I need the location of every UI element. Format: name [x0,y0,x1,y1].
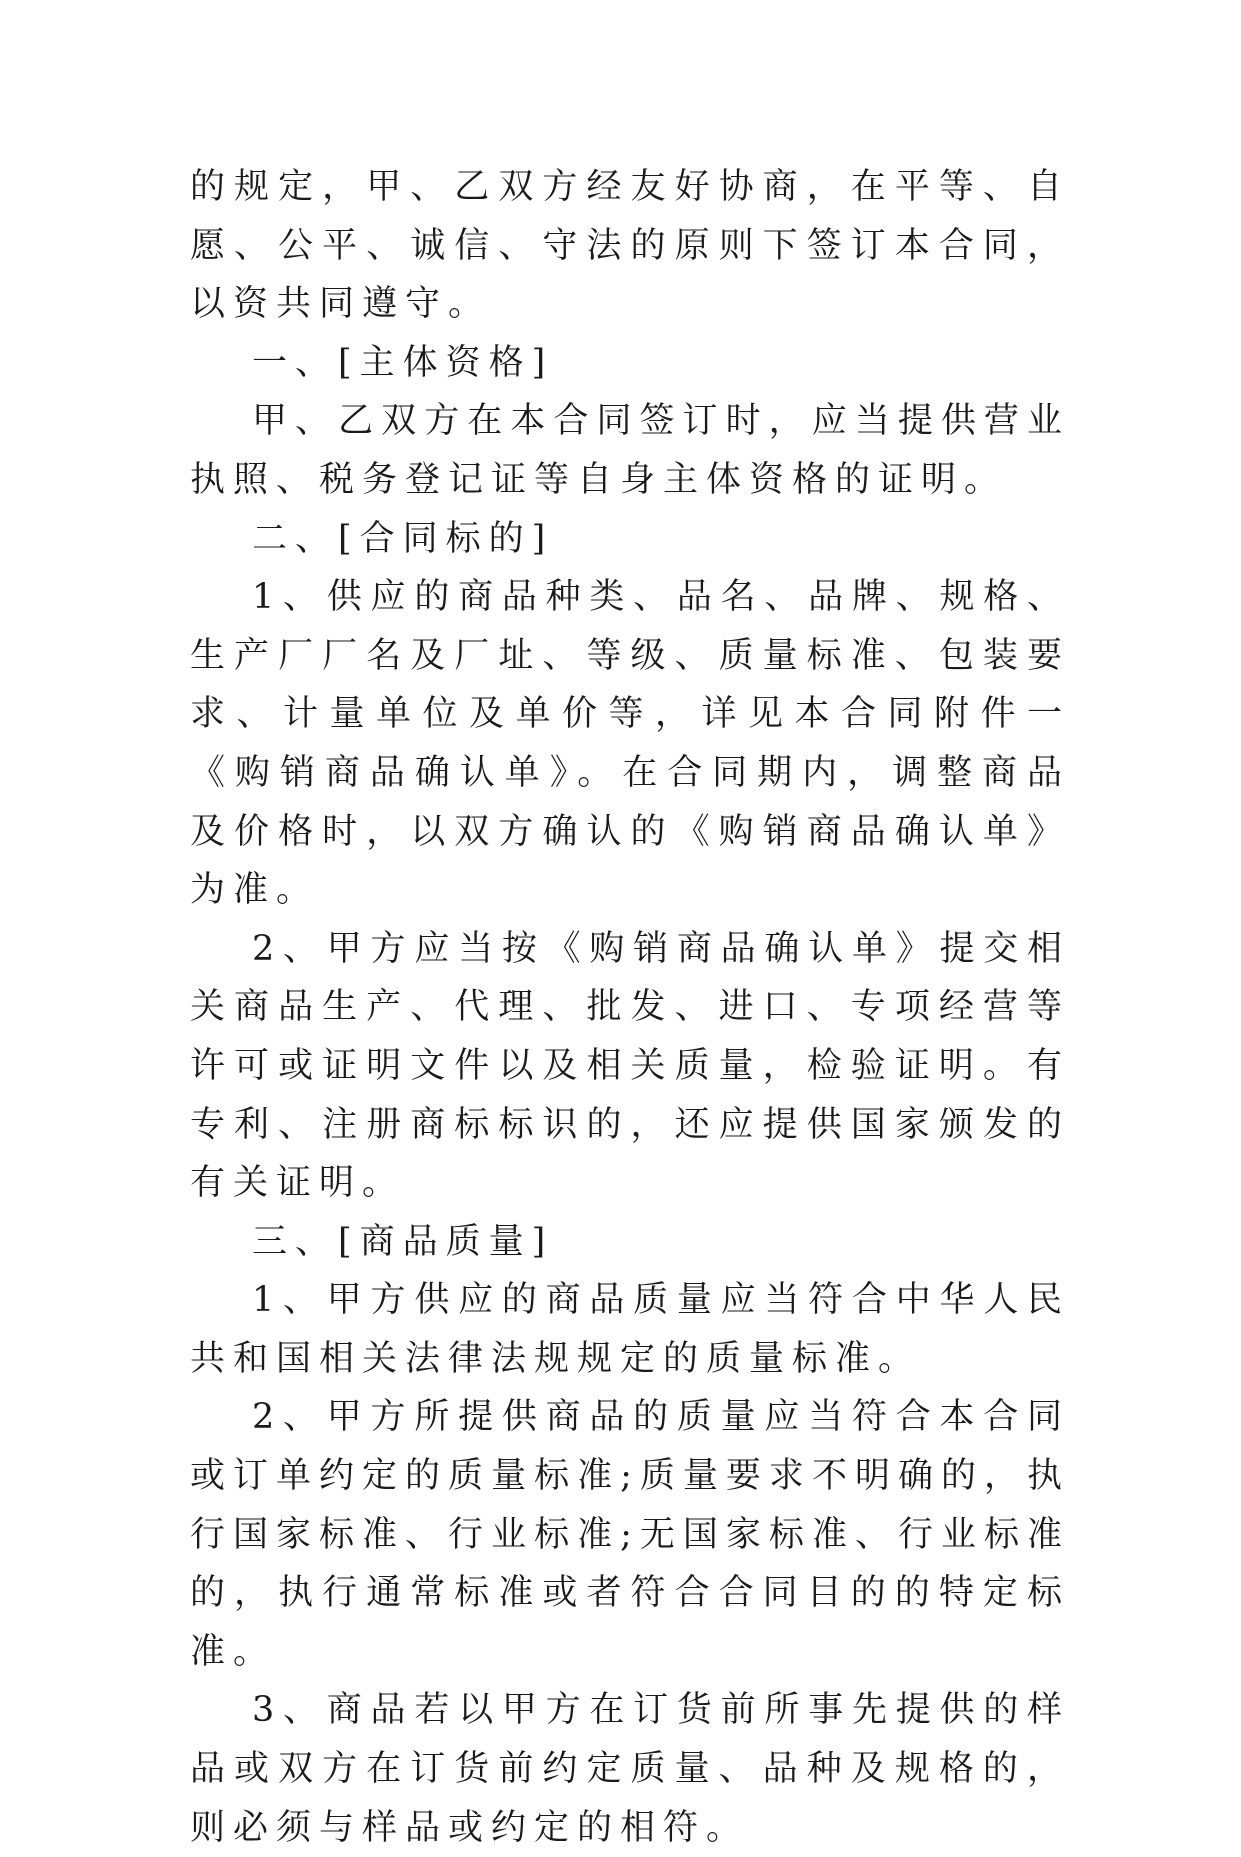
paragraph-contract-subject-2: 2、甲方应当按《购销商品确认单》提交相关商品生产、代理、批发、进口、专项经营等许可或证明文件以及相关质量，检验证明。有专利、注册商标标识的，还应提供国家颁发的有关证明。 [190,928,1070,1204]
paragraph-product-quality-3: 3、商品若以甲方在订货前所事先提供的样品或双方在订货前约定质量、品种及规格的，则必须与样品或约定的相符。 [190,1690,1070,1848]
section-heading-product-quality: 三、[商品质量] [252,1221,554,1262]
section-heading-contract-subject: 二、[合同标的] [252,518,554,559]
section-heading-subject-qualification: 一、[主体资格] [252,342,554,383]
paragraph-product-quality-2: 2、甲方所提供商品的质量应当符合本合同或订单约定的质量标准;质量要求不明确的，执行国家标准、行业标准;无国家标准、行业标准的，执行通常标准或者符合合同目的的特定标准。 [190,1397,1070,1672]
paragraph-intro-continuation: 的规定，甲、乙双方经友好协商，在平等、自愿、公平、诚信、守法的原则下签订本合同，以资共同遵守。 [190,167,1070,325]
document-body [190,158,1070,1857]
paragraph-product-quality-1: 1、甲方供应的商品质量应当符合中华人民共和国相关法律法规规定的质量标准。 [190,1280,1070,1379]
paragraph-subject-qualification: 甲、乙双方在本合同签订时，应当提供营业执照、税务登记证等自身主体资格的证明。 [190,401,1070,500]
paragraph-contract-subject-1: 1、供应的商品种类、品名、品牌、规格、生产厂厂名及厂址、等级、质量标准、包装要求、计量单位及单价等，详见本合同附件一《购销商品确认单》。在合同期内，调整商品及价格时，以双方确认的《购销商品确认单》为准。 [190,577,1070,911]
